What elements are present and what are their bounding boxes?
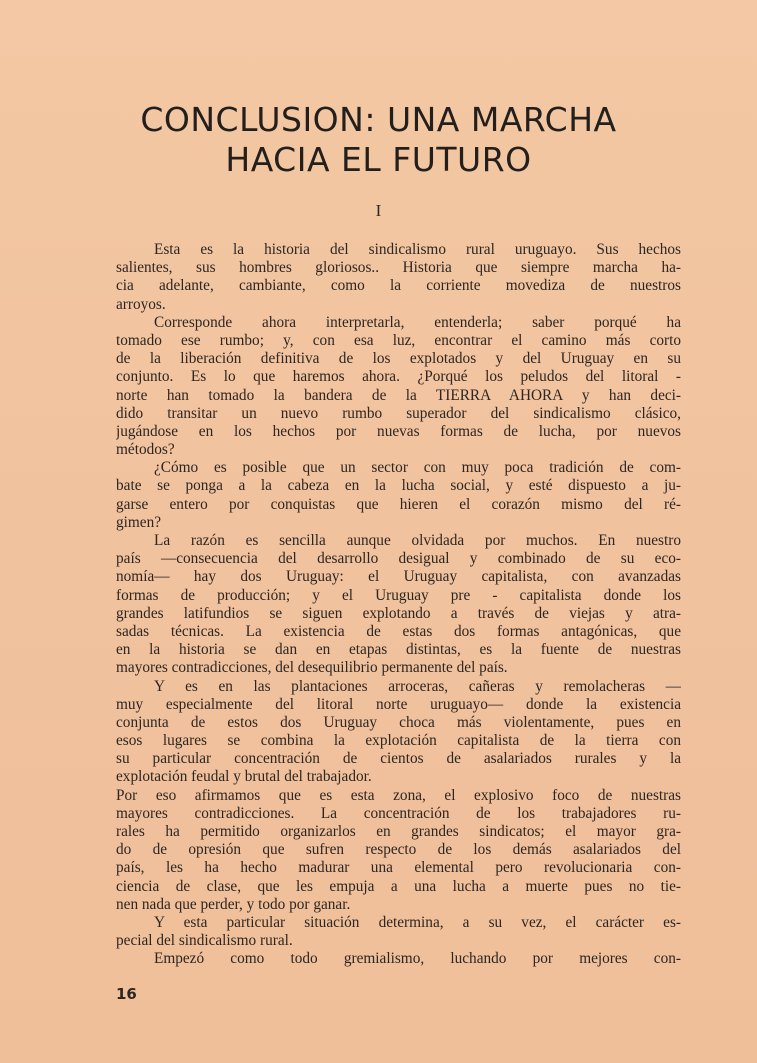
section-number: I: [375, 201, 382, 220]
text-line: bate se ponga a la cabeza en la lucha social, y esté dispuesto a ju-: [116, 477, 681, 495]
chapter-title-line-1: CONCLUSION: UNA MARCHA: [140, 100, 617, 139]
page-number: 16: [116, 985, 137, 1003]
text-line: en la historia se dan en etapas distintas, es la fuente de nuestras: [116, 641, 681, 659]
text-line: Y es en las plantaciones arroceras, cañeras y remolacheras —: [154, 677, 681, 695]
text-line: métodos?: [116, 441, 175, 459]
text-line: jugándose en los hechos por nuevas formas de lucha, por nuevos: [116, 422, 681, 440]
text-line: formas de producción; y el Uruguay pre - capitalista donde los: [116, 586, 681, 604]
text-line: sadas técnicas. La existencia de estas dos formas antagónicas, que: [116, 622, 681, 640]
chapter-title-line-2: HACIA EL FUTURO: [225, 140, 532, 179]
text-line: país —consecuencia del desarrollo desigual y combinado de su eco-: [116, 550, 681, 568]
text-line: gimen?: [116, 513, 162, 531]
chapter-title: [0, 100, 757, 180]
text-line: país, les ha hecho madurar una elemental pero revolucionaria con-: [116, 859, 681, 877]
body-text: [116, 241, 681, 969]
text-line: arroyos.: [116, 295, 166, 313]
text-line: Esta es la historia del sindicalismo rural uruguayo. Sus hechos: [154, 241, 681, 258]
text-line: mayores contradicciones. La concentración de los trabajadores ru-: [116, 804, 681, 822]
text-line: su particular concentración de cientos de asalariados rurales y la: [116, 750, 681, 768]
text-line: La razón es sencilla aunque olvidada por muchos. En nuestro: [154, 532, 681, 549]
text-line: Corresponde ahora interpretarla, entenderla; saber porqué ha: [154, 313, 681, 331]
text-line: salientes, sus hombres gloriosos.. Historia que siempre marcha ha-: [116, 259, 681, 277]
text-line: pecial del sindicalismo rural.: [116, 932, 293, 950]
text-line: explotación feudal y brutal del trabajador.: [116, 768, 372, 786]
text-line: nomía— hay dos Uruguay: el Uruguay capitalista, con avanzadas: [116, 568, 681, 586]
text-line: grandes latifundios se siguen explotando a través de viejas y atra-: [116, 604, 681, 622]
text-line: Empezó como todo gremialismo, luchando por mejores con-: [154, 950, 681, 968]
text-line: cia adelante, cambiante, como la corriente movediza de nuestros: [116, 277, 681, 295]
text-line: de la liberación definitiva de los explotados y del Uruguay en su: [116, 350, 681, 368]
text-line: esos lugares se combina la explotación capitalista de la tierra con: [116, 732, 681, 750]
text-line: Por eso afirmamos que es esta zona, el explosivo foco de nuestras: [116, 786, 681, 804]
text-line: rales ha permitido organizarlos en grandes sindicatos; el mayor gra-: [116, 823, 681, 840]
text-line: garse entero por conquistas que hieren el corazón mismo del ré-: [116, 495, 681, 513]
text-line: norte han tomado la bandera de la TIERRA AHORA y han deci-: [116, 386, 681, 404]
text-line: conjunto. Es lo que haremos ahora. ¿Porqué los peludos del litoral -: [116, 368, 681, 386]
text-line: mayores contradicciones, del desequilibrio permanente del país.: [116, 659, 508, 677]
text-line: tomado ese rumbo; y, con esa luz, encontrar el camino más corto: [116, 331, 681, 349]
text-line: do de opresión que sufren respecto de los demás asalariados del: [116, 841, 681, 859]
text-line: dido transitar un nuevo rumbo superador del sindicalismo clásico,: [116, 404, 681, 422]
text-line: Y esta particular situación determina, a su vez, el carácter es-: [154, 913, 681, 931]
text-line: ciencia de clase, que les empuja a una lucha a muerte pues no tie-: [116, 877, 681, 895]
text-line: ¿Cómo es posible que un sector con muy poca tradición de com-: [154, 459, 681, 477]
text-line: conjunta de estos dos Uruguay choca más violentamente, pues en: [116, 713, 681, 731]
text-line: muy especialmente del litoral norte uruguayo— donde la existencia: [116, 695, 681, 713]
text-line: nen nada que perder, y todo por ganar.: [116, 895, 351, 913]
